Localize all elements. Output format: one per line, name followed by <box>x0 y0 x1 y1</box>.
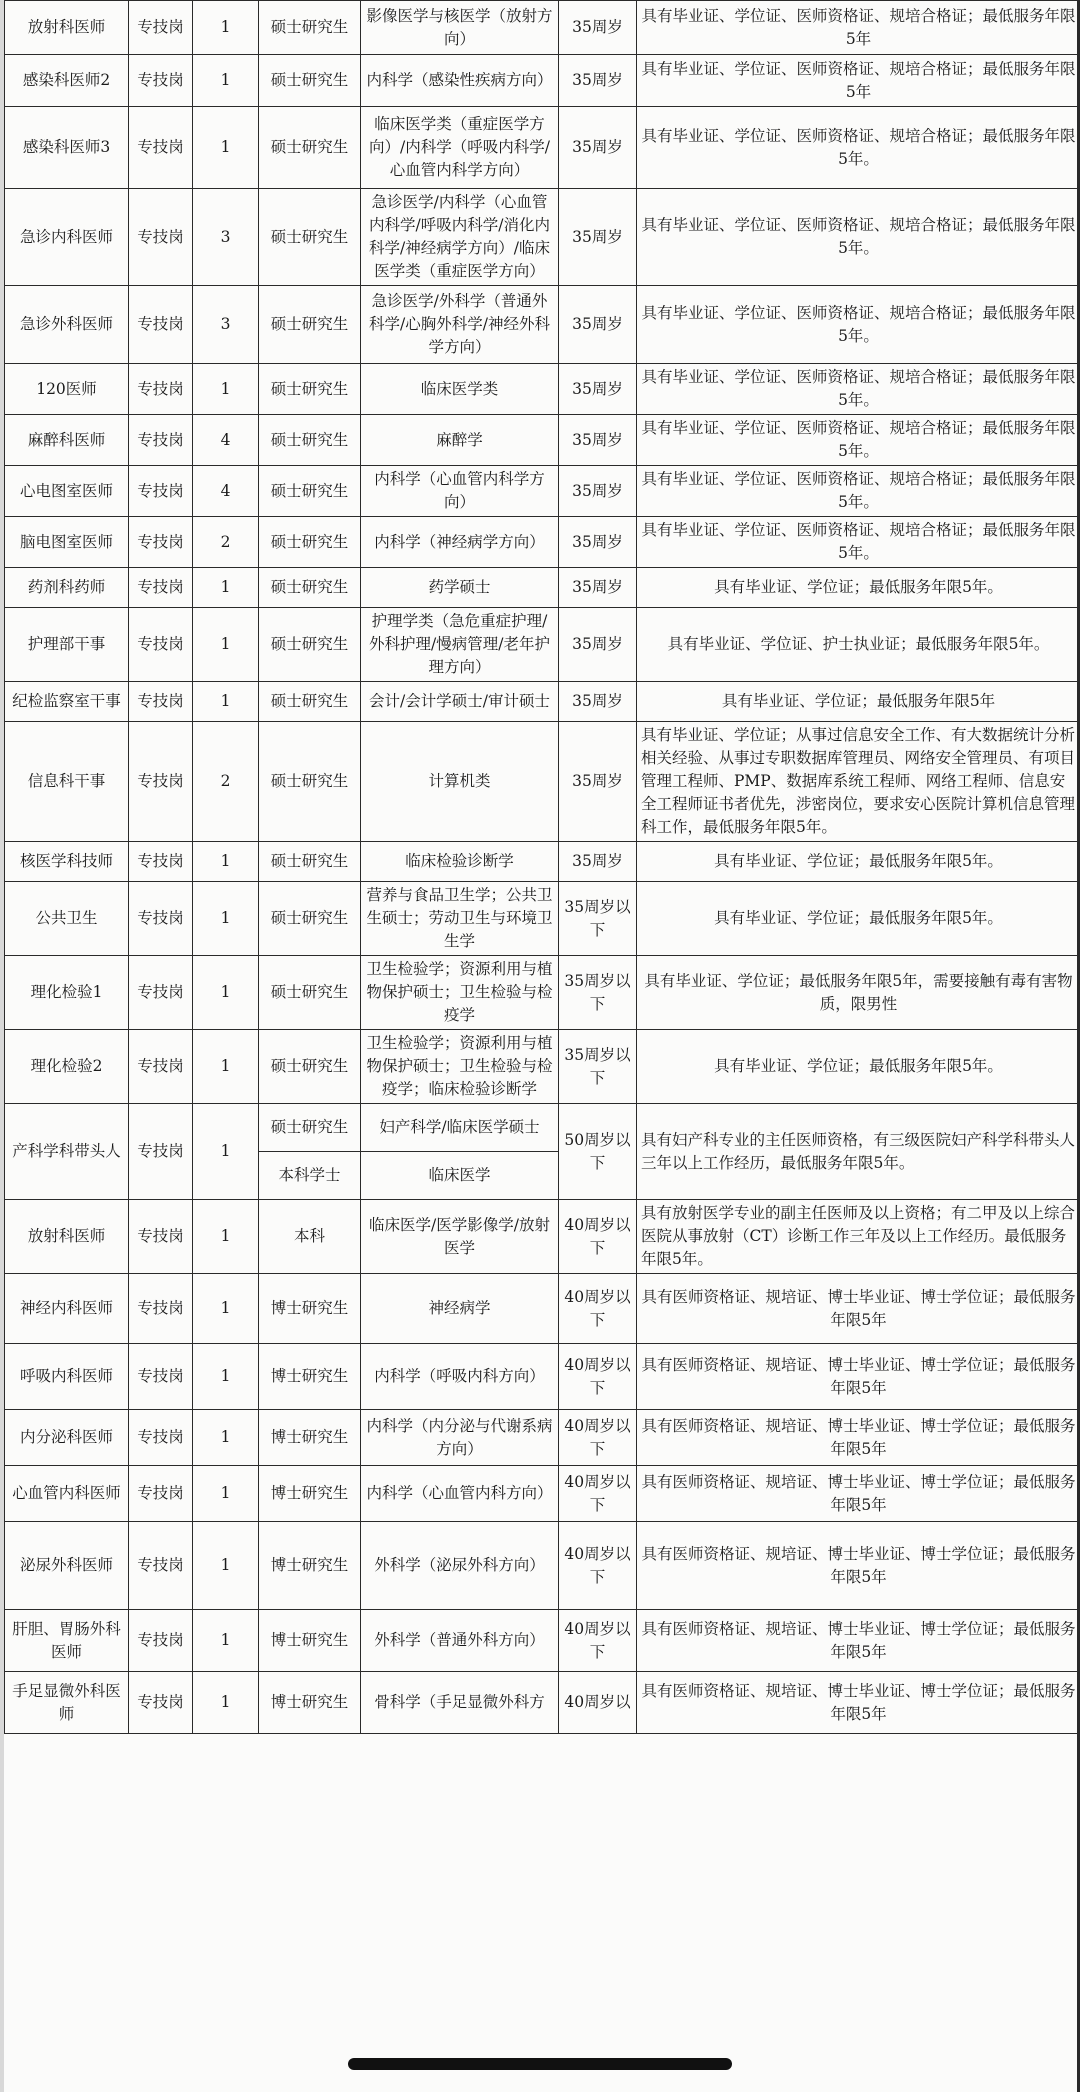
cell-age-limit: 35周岁 <box>559 286 637 364</box>
cell-education: 硕士研究生 <box>259 517 361 568</box>
cell-major: 影像医学与核医学（放射方向） <box>361 1 559 55</box>
cell-age-limit: 35周岁 <box>559 722 637 842</box>
cell-headcount: 1 <box>193 842 259 882</box>
table-row <box>5 189 1080 286</box>
cell-age-limit: 40周岁以下 <box>559 1274 637 1344</box>
cell-education: 本科 <box>259 1200 361 1274</box>
cell-age-limit: 35周岁 <box>559 568 637 608</box>
cell-headcount: 4 <box>193 466 259 517</box>
cell-major: 会计/会计学硕士/审计硕士 <box>361 682 559 722</box>
cell-post-type: 专技岗 <box>129 608 193 682</box>
cell-post-type: 专技岗 <box>129 364 193 415</box>
table-row <box>5 1274 1080 1344</box>
cell-post-type: 专技岗 <box>129 1410 193 1466</box>
cell-headcount: 1 <box>193 1104 259 1200</box>
cell-position: 放射科医师 <box>5 1 129 55</box>
cell-major: 临床检验诊断学 <box>361 842 559 882</box>
cell-major: 计算机类 <box>361 722 559 842</box>
cell-requirements: 具有毕业证、学位证、医师资格证、规培合格证；最低服务年限5年。 <box>637 466 1080 517</box>
cell-requirements: 具有医师资格证、规培证、博士毕业证、博士学位证；最低服务年限5年 <box>637 1274 1080 1344</box>
cell-headcount: 1 <box>193 1610 259 1672</box>
cell-headcount: 1 <box>193 882 259 956</box>
cell-requirements: 具有毕业证、学位证、医师资格证、规培合格证；最低服务年限5年 <box>637 1 1080 55</box>
cell-position: 心血管内科医师 <box>5 1466 129 1522</box>
cell-position: 急诊内科医师 <box>5 189 129 286</box>
table-row <box>5 1610 1080 1672</box>
cell-major: 卫生检验学；资源利用与植物保护硕士；卫生检验与检疫学 <box>361 956 559 1030</box>
cell-position: 泌尿外科医师 <box>5 1522 129 1610</box>
home-indicator-bar[interactable] <box>348 2058 732 2070</box>
cell-requirements: 具有毕业证、学位证、医师资格证、规培合格证；最低服务年限5年。 <box>637 107 1080 189</box>
cell-age-limit: 35周岁以下 <box>559 1030 637 1104</box>
job-positions-table <box>4 0 1080 1734</box>
cell-requirements: 具有毕业证、学位证、医师资格证、规培合格证；最低服务年限5年 <box>637 55 1080 107</box>
table-row <box>5 1104 1080 1152</box>
cell-post-type: 专技岗 <box>129 1104 193 1200</box>
cell-post-type: 专技岗 <box>129 722 193 842</box>
table-row <box>5 1 1080 55</box>
cell-headcount: 1 <box>193 1344 259 1410</box>
cell-post-type: 专技岗 <box>129 55 193 107</box>
cell-position: 理化检验2 <box>5 1030 129 1104</box>
cell-position: 麻醉科医师 <box>5 415 129 466</box>
cell-requirements: 具有毕业证、学位证、护士执业证；最低服务年限5年。 <box>637 608 1080 682</box>
cell-major: 内科学（神经病学方向） <box>361 517 559 568</box>
cell-headcount: 1 <box>193 1030 259 1104</box>
cell-education: 硕士研究生 <box>259 1104 361 1152</box>
cell-headcount: 1 <box>193 1200 259 1274</box>
cell-education: 本科学士 <box>259 1152 361 1200</box>
cell-requirements: 具有毕业证、学位证；最低服务年限5年。 <box>637 568 1080 608</box>
cell-headcount: 2 <box>193 517 259 568</box>
cell-education: 硕士研究生 <box>259 956 361 1030</box>
cell-post-type: 专技岗 <box>129 682 193 722</box>
cell-position: 纪检监察室干事 <box>5 682 129 722</box>
table-row <box>5 55 1080 107</box>
cell-education: 博士研究生 <box>259 1610 361 1672</box>
cell-headcount: 1 <box>193 107 259 189</box>
cell-position: 药剂科药师 <box>5 568 129 608</box>
cell-post-type: 专技岗 <box>129 1344 193 1410</box>
cell-requirements: 具有医师资格证、规培证、博士毕业证、博士学位证；最低服务年限5年 <box>637 1522 1080 1610</box>
cell-age-limit: 40周岁以下 <box>559 1466 637 1522</box>
cell-education: 硕士研究生 <box>259 1 361 55</box>
cell-age-limit: 35周岁以下 <box>559 882 637 956</box>
cell-education: 硕士研究生 <box>259 608 361 682</box>
cell-major: 麻醉学 <box>361 415 559 466</box>
cell-position: 急诊外科医师 <box>5 286 129 364</box>
cell-headcount: 4 <box>193 415 259 466</box>
cell-headcount: 1 <box>193 956 259 1030</box>
cell-headcount: 3 <box>193 286 259 364</box>
cell-education: 博士研究生 <box>259 1466 361 1522</box>
cell-age-limit: 40周岁以下 <box>559 1410 637 1466</box>
table-body <box>5 1 1080 1734</box>
cell-major: 内科学（心血管内科方向） <box>361 1466 559 1522</box>
cell-major: 卫生检验学；资源利用与植物保护硕士；卫生检验与检疫学；临床检验诊断学 <box>361 1030 559 1104</box>
cell-position: 呼吸内科医师 <box>5 1344 129 1410</box>
cell-age-limit: 40周岁以 <box>559 1672 637 1734</box>
cell-age-limit: 40周岁以下 <box>559 1522 637 1610</box>
cell-requirements: 具有毕业证、学位证、医师资格证、规培合格证；最低服务年限5年。 <box>637 415 1080 466</box>
cell-requirements: 具有毕业证、学位证；最低服务年限5年，需要接触有毒有害物质，限男性 <box>637 956 1080 1030</box>
cell-education: 博士研究生 <box>259 1522 361 1610</box>
cell-major: 临床医学/医学影像学/放射医学 <box>361 1200 559 1274</box>
cell-position: 公共卫生 <box>5 882 129 956</box>
cell-headcount: 3 <box>193 189 259 286</box>
cell-age-limit: 40周岁以下 <box>559 1610 637 1672</box>
cell-education: 硕士研究生 <box>259 107 361 189</box>
cell-major: 药学硕士 <box>361 568 559 608</box>
cell-headcount: 1 <box>193 364 259 415</box>
cell-position: 放射科医师 <box>5 1200 129 1274</box>
cell-position: 核医学科技师 <box>5 842 129 882</box>
cell-post-type: 专技岗 <box>129 956 193 1030</box>
cell-requirements: 具有医师资格证、规培证、博士毕业证、博士学位证；最低服务年限5年 <box>637 1672 1080 1734</box>
cell-requirements: 具有妇产科专业的主任医师资格，有三级医院妇产科学科带头人三年以上工作经历，最低服务年限5年。 <box>637 1104 1080 1200</box>
cell-education: 硕士研究生 <box>259 882 361 956</box>
cell-position: 手足显微外科医师 <box>5 1672 129 1734</box>
cell-major: 急诊医学/内科学（心血管内科学/呼吸内科学/消化内科学/神经病学方向）/临床医学类（重症医学方向） <box>361 189 559 286</box>
cell-age-limit: 40周岁以下 <box>559 1344 637 1410</box>
cell-requirements: 具有毕业证、学位证、医师资格证、规培合格证；最低服务年限5年。 <box>637 517 1080 568</box>
cell-post-type: 专技岗 <box>129 415 193 466</box>
cell-requirements: 具有医师资格证、规培证、博士毕业证、博士学位证；最低服务年限5年 <box>637 1410 1080 1466</box>
cell-major: 急诊医学/外科学（普通外科学/心胸外科学/神经外科学方向） <box>361 286 559 364</box>
cell-education: 硕士研究生 <box>259 466 361 517</box>
table-row <box>5 1672 1080 1734</box>
cell-post-type: 专技岗 <box>129 842 193 882</box>
table-row <box>5 107 1080 189</box>
table-row <box>5 682 1080 722</box>
table-row <box>5 842 1080 882</box>
table-row <box>5 1030 1080 1104</box>
cell-age-limit: 35周岁 <box>559 415 637 466</box>
cell-education: 硕士研究生 <box>259 189 361 286</box>
cell-post-type: 专技岗 <box>129 517 193 568</box>
table-row <box>5 882 1080 956</box>
cell-post-type: 专技岗 <box>129 1274 193 1344</box>
cell-headcount: 1 <box>193 568 259 608</box>
cell-age-limit: 35周岁 <box>559 107 637 189</box>
cell-major: 营养与食品卫生学；公共卫生硕士；劳动卫生与环境卫生学 <box>361 882 559 956</box>
cell-position: 感染科医师3 <box>5 107 129 189</box>
cell-education: 硕士研究生 <box>259 682 361 722</box>
cell-position: 感染科医师2 <box>5 55 129 107</box>
cell-post-type: 专技岗 <box>129 1 193 55</box>
cell-headcount: 1 <box>193 1 259 55</box>
cell-post-type: 专技岗 <box>129 882 193 956</box>
cell-requirements: 具有毕业证、学位证；从事过信息安全工作、有大数据统计分析相关经验、从事过专职数据库管理员、网络安全管理员、有项目管理工程师、PMP、数据库系统工程师、网络工程师、信息安全工程师证书者优先，涉密岗位，要求安心医院计算机信息管理科工作，最低服务年限5年。 <box>637 722 1080 842</box>
cell-post-type: 专技岗 <box>129 1610 193 1672</box>
table-row <box>5 956 1080 1030</box>
cell-post-type: 专技岗 <box>129 1030 193 1104</box>
cell-position: 肝胆、胃肠外科医师 <box>5 1610 129 1672</box>
cell-education: 博士研究生 <box>259 1410 361 1466</box>
cell-position: 内分泌科医师 <box>5 1410 129 1466</box>
cell-requirements: 具有毕业证、学位证；最低服务年限5年。 <box>637 842 1080 882</box>
cell-headcount: 1 <box>193 1522 259 1610</box>
cell-headcount: 1 <box>193 55 259 107</box>
cell-education: 硕士研究生 <box>259 286 361 364</box>
cell-position: 脑电图室医师 <box>5 517 129 568</box>
cell-requirements: 具有医师资格证、规培证、博士毕业证、博士学位证；最低服务年限5年 <box>637 1344 1080 1410</box>
cell-age-limit: 35周岁 <box>559 842 637 882</box>
cell-age-limit: 35周岁 <box>559 608 637 682</box>
cell-age-limit: 35周岁 <box>559 55 637 107</box>
cell-post-type: 专技岗 <box>129 568 193 608</box>
cell-age-limit: 35周岁以下 <box>559 956 637 1030</box>
cell-requirements: 具有毕业证、学位证、医师资格证、规培合格证；最低服务年限5年。 <box>637 286 1080 364</box>
cell-education: 硕士研究生 <box>259 722 361 842</box>
table-row <box>5 364 1080 415</box>
cell-major: 临床医学类（重症医学方向）/内科学（呼吸内科学/心血管内科学方向） <box>361 107 559 189</box>
cell-headcount: 1 <box>193 682 259 722</box>
cell-requirements: 具有医师资格证、规培证、博士毕业证、博士学位证；最低服务年限5年 <box>637 1610 1080 1672</box>
table-row <box>5 1466 1080 1522</box>
cell-position: 120医师 <box>5 364 129 415</box>
cell-major: 内科学（心血管内科学方向） <box>361 466 559 517</box>
cell-major: 外科学（泌尿外科方向） <box>361 1522 559 1610</box>
cell-position: 理化检验1 <box>5 956 129 1030</box>
table-row <box>5 286 1080 364</box>
table-row <box>5 1200 1080 1274</box>
cell-education: 博士研究生 <box>259 1344 361 1410</box>
cell-position: 产科学科带头人 <box>5 1104 129 1200</box>
cell-post-type: 专技岗 <box>129 107 193 189</box>
cell-requirements: 具有放射医学专业的副主任医师及以上资格；有二甲及以上综合医院从事放射（CT）诊断工作三年及以上工作经历。最低服务年限5年。 <box>637 1200 1080 1274</box>
cell-headcount: 1 <box>193 1672 259 1734</box>
table-row <box>5 568 1080 608</box>
table-row <box>5 517 1080 568</box>
table-row <box>5 608 1080 682</box>
cell-education: 硕士研究生 <box>259 842 361 882</box>
cell-education: 硕士研究生 <box>259 55 361 107</box>
cell-age-limit: 35周岁 <box>559 189 637 286</box>
cell-education: 硕士研究生 <box>259 1030 361 1104</box>
cell-post-type: 专技岗 <box>129 1200 193 1274</box>
cell-position: 神经内科医师 <box>5 1274 129 1344</box>
cell-post-type: 专技岗 <box>129 1672 193 1734</box>
cell-major: 妇产科学/临床医学硕士 <box>361 1104 559 1152</box>
cell-requirements: 具有毕业证、学位证、医师资格证、规培合格证；最低服务年限5年。 <box>637 364 1080 415</box>
cell-requirements: 具有医师资格证、规培证、博士毕业证、博士学位证；最低服务年限5年 <box>637 1466 1080 1522</box>
cell-requirements: 具有毕业证、学位证；最低服务年限5年。 <box>637 882 1080 956</box>
cell-headcount: 2 <box>193 722 259 842</box>
cell-headcount: 1 <box>193 1410 259 1466</box>
cell-age-limit: 40周岁以下 <box>559 1200 637 1274</box>
cell-age-limit: 35周岁 <box>559 466 637 517</box>
cell-major: 内科学（内分泌与代谢系病方向） <box>361 1410 559 1466</box>
cell-post-type: 专技岗 <box>129 1466 193 1522</box>
cell-major: 临床医学 <box>361 1152 559 1200</box>
cell-headcount: 1 <box>193 1466 259 1522</box>
cell-position: 心电图室医师 <box>5 466 129 517</box>
cell-post-type: 专技岗 <box>129 1522 193 1610</box>
cell-position: 护理部干事 <box>5 608 129 682</box>
table-row <box>5 1344 1080 1410</box>
cell-education: 硕士研究生 <box>259 364 361 415</box>
cell-age-limit: 35周岁 <box>559 682 637 722</box>
cell-major: 内科学（感染性疾病方向） <box>361 55 559 107</box>
cell-post-type: 专技岗 <box>129 189 193 286</box>
cell-requirements: 具有毕业证、学位证；最低服务年限5年 <box>637 682 1080 722</box>
cell-major: 骨科学（手足显微外科方 <box>361 1672 559 1734</box>
cell-major: 临床医学类 <box>361 364 559 415</box>
cell-requirements: 具有毕业证、学位证、医师资格证、规培合格证；最低服务年限5年。 <box>637 189 1080 286</box>
table-row <box>5 722 1080 842</box>
cell-major: 护理学类（急危重症护理/外科护理/慢病管理/老年护理方向） <box>361 608 559 682</box>
cell-headcount: 1 <box>193 1274 259 1344</box>
table-row <box>5 466 1080 517</box>
cell-requirements: 具有毕业证、学位证；最低服务年限5年。 <box>637 1030 1080 1104</box>
cell-post-type: 专技岗 <box>129 466 193 517</box>
cell-education: 博士研究生 <box>259 1274 361 1344</box>
table-row <box>5 1410 1080 1466</box>
cell-headcount: 1 <box>193 608 259 682</box>
cell-education: 硕士研究生 <box>259 568 361 608</box>
cell-major: 内科学（呼吸内科方向） <box>361 1344 559 1410</box>
cell-education: 硕士研究生 <box>259 415 361 466</box>
cell-education: 博士研究生 <box>259 1672 361 1734</box>
table-row <box>5 1522 1080 1610</box>
cell-age-limit: 35周岁 <box>559 517 637 568</box>
table-row <box>5 415 1080 466</box>
cell-major: 神经病学 <box>361 1274 559 1344</box>
cell-age-limit: 35周岁 <box>559 1 637 55</box>
cell-post-type: 专技岗 <box>129 286 193 364</box>
cell-position: 信息科干事 <box>5 722 129 842</box>
cell-age-limit: 50周岁以下 <box>559 1104 637 1200</box>
cell-age-limit: 35周岁 <box>559 364 637 415</box>
cell-major: 外科学（普通外科方向） <box>361 1610 559 1672</box>
